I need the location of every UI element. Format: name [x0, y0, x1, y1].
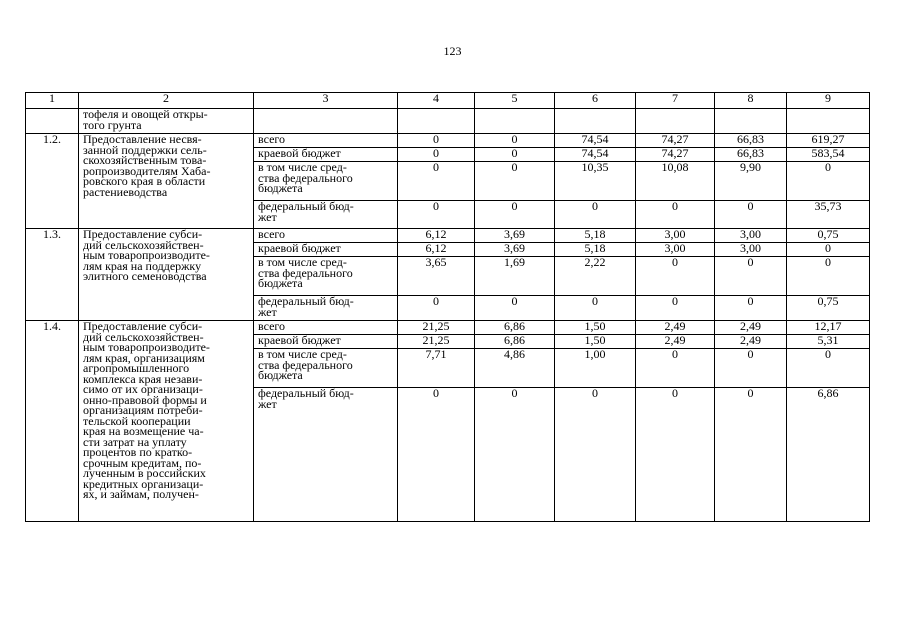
budget-table: [25, 92, 870, 522]
value-cell: 2,22: [555, 257, 636, 296]
value-cell: 2,49: [715, 321, 787, 335]
header-cell: 5: [475, 93, 555, 109]
value-cell: 0: [398, 148, 475, 162]
empty-cell: [715, 109, 787, 134]
empty-cell: [787, 109, 870, 134]
value-cell: 0: [636, 349, 715, 388]
value-cell: 0: [398, 296, 475, 321]
funding-source: федеральный бюд- жет: [254, 388, 398, 522]
value-cell: 5,18: [555, 229, 636, 243]
header-cell: 3: [254, 93, 398, 109]
value-cell: 3,69: [475, 243, 555, 257]
value-cell: 0: [715, 201, 787, 229]
value-cell: 10,35: [555, 162, 636, 201]
value-cell: 74,54: [555, 148, 636, 162]
value-cell: 7,71: [398, 349, 475, 388]
page-number: 123: [443, 44, 462, 58]
value-cell: 0: [787, 257, 870, 296]
value-cell: 0: [398, 388, 475, 522]
value-cell: 3,00: [715, 229, 787, 243]
funding-source: всего: [254, 134, 398, 148]
section-index: 1.2.: [26, 134, 79, 229]
value-cell: 0: [555, 296, 636, 321]
header-cell: 8: [715, 93, 787, 109]
funding-source: краевой бюджет: [254, 243, 398, 257]
value-cell: 66,83: [715, 134, 787, 148]
continuation-row: [26, 109, 870, 134]
header-cell: 9: [787, 93, 870, 109]
value-cell: 0: [636, 201, 715, 229]
value-cell: 0: [475, 388, 555, 522]
funding-source: федеральный бюд- жет: [254, 201, 398, 229]
value-cell: 0: [475, 201, 555, 229]
section-index: 1.3.: [26, 229, 79, 321]
value-cell: 0: [555, 388, 636, 522]
empty-cell: [636, 109, 715, 134]
value-cell: 619,27: [787, 134, 870, 148]
index-cell: [26, 109, 79, 134]
value-cell: 3,00: [636, 229, 715, 243]
value-cell: 0: [715, 388, 787, 522]
value-cell: 0: [636, 257, 715, 296]
empty-cell: [254, 109, 398, 134]
empty-cell: [555, 109, 636, 134]
value-cell: 0: [398, 134, 475, 148]
funding-source: всего: [254, 229, 398, 243]
header-cell: 1: [26, 93, 79, 109]
value-cell: 6,86: [787, 388, 870, 522]
header-cell: 6: [555, 93, 636, 109]
value-cell: 3,00: [636, 243, 715, 257]
funding-source: в том числе сред- ства федерального бюджета: [254, 162, 398, 201]
value-cell: 74,54: [555, 134, 636, 148]
value-cell: 6,86: [475, 321, 555, 335]
value-cell: 0: [636, 296, 715, 321]
value-cell: 74,27: [636, 148, 715, 162]
value-cell: 2,49: [715, 335, 787, 349]
value-cell: 0: [475, 134, 555, 148]
value-cell: 0,75: [787, 296, 870, 321]
value-cell: 5,31: [787, 335, 870, 349]
funding-source: краевой бюджет: [254, 148, 398, 162]
value-cell: 2,49: [636, 321, 715, 335]
header-cell: 2: [79, 93, 254, 109]
value-cell: 0: [475, 162, 555, 201]
value-cell: 74,27: [636, 134, 715, 148]
value-cell: 1,69: [475, 257, 555, 296]
funding-source: краевой бюджет: [254, 335, 398, 349]
value-cell: 1,50: [555, 335, 636, 349]
funding-source: в том числе сред- ства федерального бюджета: [254, 257, 398, 296]
section-description: Предоставление субси- дий сельскохозяйствен- ным товаропроизводите- лям края на поддержку элитного семеноводства: [79, 229, 254, 321]
value-cell: 1,00: [555, 349, 636, 388]
value-cell: 6,12: [398, 229, 475, 243]
empty-cell: [398, 109, 475, 134]
value-cell: 0: [555, 201, 636, 229]
value-cell: 583,54: [787, 148, 870, 162]
value-cell: 0,75: [787, 229, 870, 243]
value-cell: 0: [787, 349, 870, 388]
value-cell: 0: [787, 162, 870, 201]
header-cell: 7: [636, 93, 715, 109]
section-index: 1.4.: [26, 321, 79, 522]
value-cell: 0: [715, 257, 787, 296]
value-cell: 0: [636, 388, 715, 522]
value-cell: 0: [398, 162, 475, 201]
value-cell: 0: [715, 296, 787, 321]
value-cell: 6,12: [398, 243, 475, 257]
funding-source: всего: [254, 321, 398, 335]
header-cell: 4: [398, 93, 475, 109]
funding-source: федеральный бюд- жет: [254, 296, 398, 321]
value-cell: 1,50: [555, 321, 636, 335]
value-cell: 9,90: [715, 162, 787, 201]
value-cell: 35,73: [787, 201, 870, 229]
value-cell: 0: [475, 296, 555, 321]
value-cell: 3,00: [715, 243, 787, 257]
value-cell: 66,83: [715, 148, 787, 162]
value-cell: 2,49: [636, 335, 715, 349]
value-cell: 3,69: [475, 229, 555, 243]
funding-source: в том числе сред- ства федерального бюджета: [254, 349, 398, 388]
value-cell: 0: [715, 349, 787, 388]
value-cell: 0: [398, 201, 475, 229]
value-cell: 4,86: [475, 349, 555, 388]
value-cell: 0: [475, 148, 555, 162]
value-cell: 0: [787, 243, 870, 257]
value-cell: 21,25: [398, 335, 475, 349]
value-cell: 10,08: [636, 162, 715, 201]
value-cell: 12,17: [787, 321, 870, 335]
section-description: Предоставление несвя- занной поддержки сель- скохозяйственным това- ропроизводителям Хаба- ровского края в области растениеводства: [79, 134, 254, 229]
value-cell: 21,25: [398, 321, 475, 335]
description-cell: тофеля и овощей откры- того грунта: [79, 109, 254, 134]
empty-cell: [475, 109, 555, 134]
value-cell: 3,65: [398, 257, 475, 296]
value-cell: 5,18: [555, 243, 636, 257]
section-description: Предоставление субси- дий сельскохозяйствен- ным товаропроизводите- лям края, организациям агропромышленного комплекса края незави- симо от их организаци- онно-правовой формы и организациям потреби- тельской кооперации края на возмещение ча- сти затрат на уплату процентов по кратко- срочным кредитам, по- лученным в российских кредитных организаци- ях, и займам, получен-: [79, 321, 254, 522]
value-cell: 6,86: [475, 335, 555, 349]
